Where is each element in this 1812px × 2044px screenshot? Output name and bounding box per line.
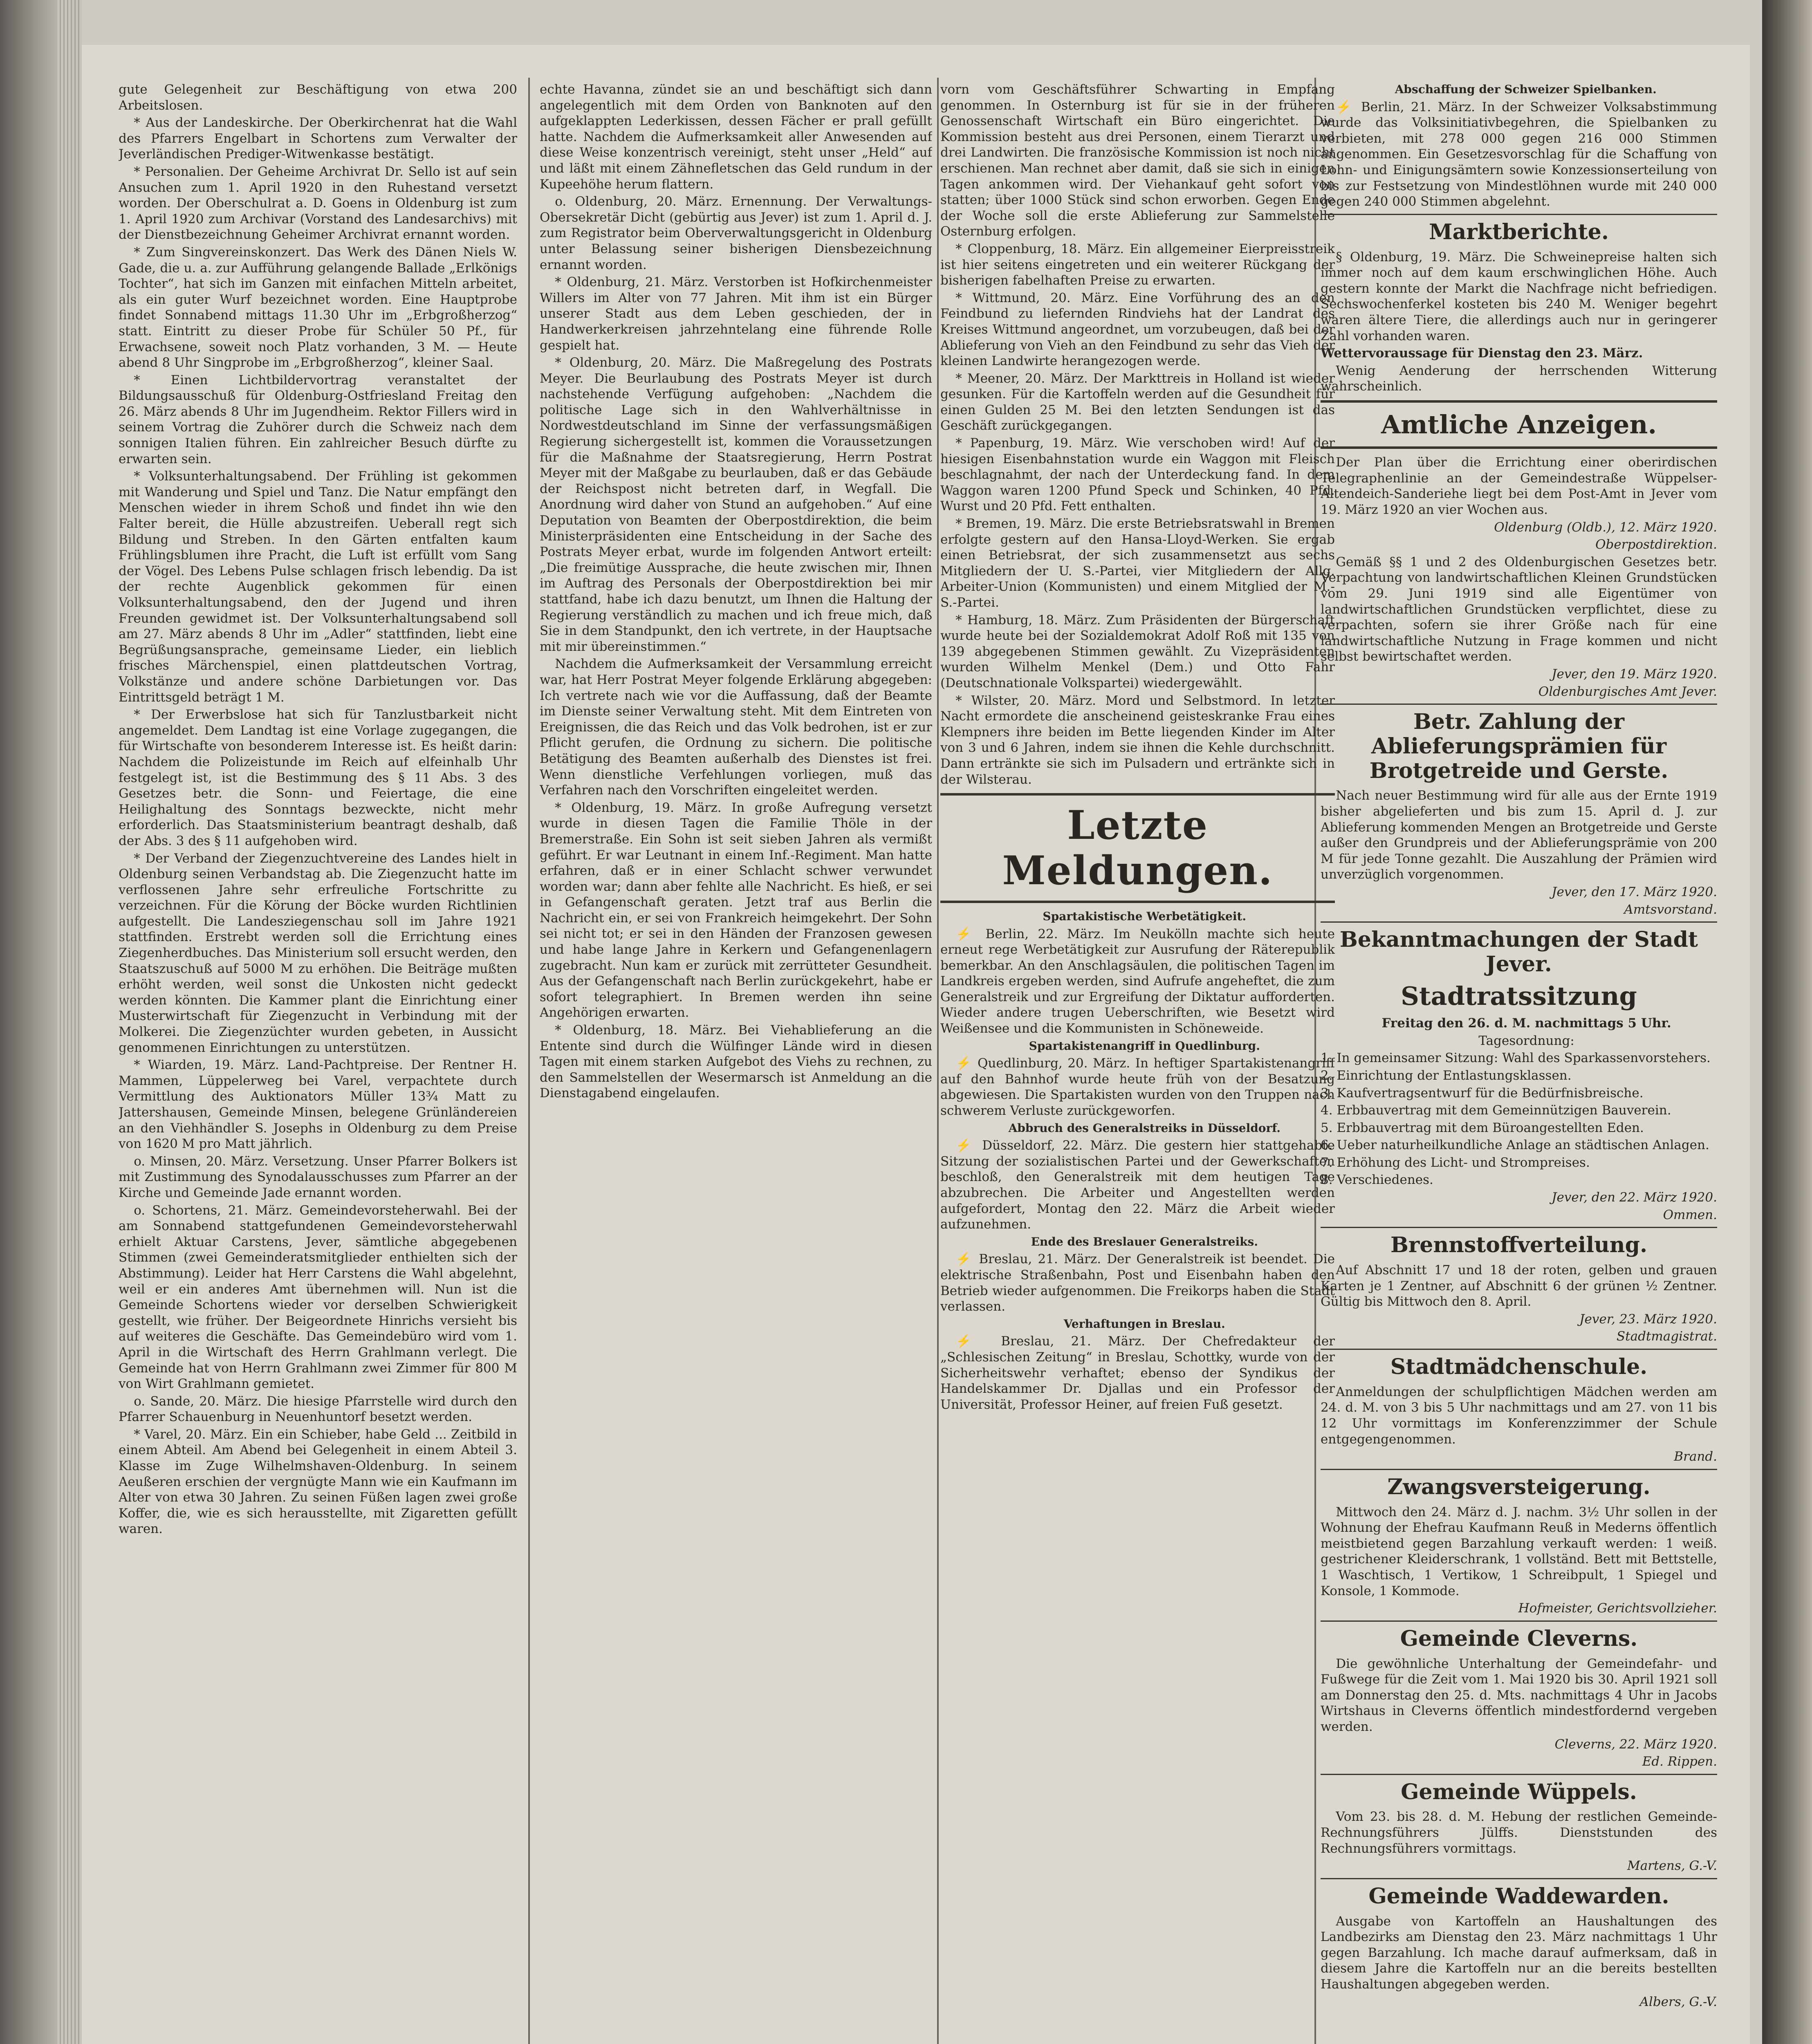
notice-text: Der Plan über die Errichtung einer oberirdischen Telegraphenlinie an der Gemeindestraße Wüppelser-Altendeich-Sanderiehe liegt bei dem Post-Amt in Jever vom 19. März 1920 an vier Wochen aus. (1321, 455, 1717, 517)
article-text: * Oldenburg, 21. März. Verstorben ist Hofkirchenmeister Willers im Alter von 77 Jahren. Mit ihm ist ein Bürger unserer Stadt aus dem Leben geschieden, der in Handwerkerkreisen jahrzehntelang eine führende Rolle gespielt hat. (540, 275, 932, 353)
subheading: Spartakistenangriff in Quedlinburg. (1029, 1039, 1260, 1053)
notice-date: Jever, 23. März 1920. (1579, 1311, 1717, 1327)
article-text: * Personalien. Der Geheime Archivrat Dr. Sello ist auf sein Ansuchen zum 1. April 1920 in den Ruhestand versetzt worden. Der Oberschulrat a. D. Goens in Oldenburg ist zum 1. April 1920 zum Archivar (Vorstand des Landesarchivs) mit der Dienstbezeichnung Geheimer Archivrat ernannt worden. (119, 164, 517, 242)
notice-date: Cleverns, 22. März 1920. (1554, 1737, 1717, 1752)
article-text: * Meener, 20. März. Der Markttreis in Holland ist wieder gesunken. Für die Kartoffeln werden auf die Gesundheit für einen Gulden 25 M. Bei den letzten Sendungen ist das Geschäft zurückgegangen. (940, 371, 1335, 433)
column-rule-2 (937, 78, 939, 2044)
news-item: ⚡ Breslau, 21. März. Der Chefredakteur der „Schlesischen Zeitung“ in Breslau, Schottky, wurde von der Sicherheitswehr verhaftet; ebenso der Syndikus der Handelskammer Dr. Djallas und ein Professor der Universität, Professor Heiner, auf freien Fuß gesetzt. (940, 1334, 1335, 1412)
divider (1321, 1349, 1717, 1350)
section-heading: Gemeinde Wüppels. (1401, 1779, 1637, 1804)
article-text: * Der Verband der Ziegenzuchtvereine des Landes hielt in Oldenburg seinen Verbandstag ab. Die Ziegenzucht hatte im verflossenen Jahre sehr erfreuliche Fortschritte zu verzeichnen. Für die Körung der Böcke wurden Richtlinien aufgestellt. Die Landesziegenschau soll im Jahre 1921 stattfinden. Erstrebt werden soll die Errichtung eines Ziegenherdbuches. Das Ministerium soll ersucht werden, den Staatszuschuß auf 5000 M zu erhöhen. Die Beiträge mußten erhöht werden, weil sonst die Unkosten nicht gedeckt werden könnten. Die Kammer plant die Einrichtung einer Musterwirtschaft für Ziegenzucht in Verbindung mit der Molkerei. Die Ziegenzüchter wurden gebeten, in Aussicht genommenen Einrichtungen zu unterstützen. (119, 851, 517, 1055)
agenda-item: 1. In gemeinsamer Sitzung: Wahl des Sparkassenvorstehers. (1321, 1051, 1711, 1066)
page-stack-edge (57, 0, 82, 2044)
article-text: Nachdem die Aufmerksamkeit der Versammlung erreicht war, hat Herr Postrat Meyer folgende Erklärung abgegeben: Ich vertrete nach wie vor die Auffassung, daß der Beamte im Dienste seiner Verwaltung steht. Mit dem Eintreten von Ereignissen, die das Reich und das Volk bedrohen, ist er zur Pflicht gerufen, die Ordnung zu sichern. Die politische Betätigung des Beamten außerhalb des Dienstes ist frei. Wenn dienstliche Verfehlungen vorliegen, muß das Verfahren nach den Vorschriften eingeleitet werden. (540, 657, 932, 798)
notice-text: Vom 23. bis 28. d. M. Hebung der restlichen Gemeinde-Rechnungsführers Jülffs. Dienststunden des Rechnungsführers vormittags. (1321, 1809, 1717, 1856)
book-spine (0, 0, 57, 2044)
agenda-title: Tagesordnung: (1478, 1033, 1574, 1048)
weather-forecast-title: Wettervoraussage für Dienstag den 23. März. (1321, 346, 1643, 361)
article-text: * Aus der Landeskirche. Der Oberkirchenrat hat die Wahl des Pfarrers Engelbart in Schortens zum Verwalter der Jeverländischen Prediger-Witwenkasse bestätigt. (119, 115, 517, 162)
agenda-item: 3. Kaufvertragsentwurf für die Bedürfnisbreische. (1321, 1085, 1644, 1100)
section-heading: Amtliche Anzeigen. (1381, 409, 1657, 439)
divider (1321, 1774, 1717, 1775)
agenda-item: 7. Erhöhung des Licht- und Strompreises. (1321, 1155, 1590, 1170)
notice-text: Ausgabe von Kartoffeln an Haushaltungen des Landbezirks am Dienstag den 23. März nachmittags 1 Uhr gegen Barzahlung. Ich mache darauf aufmerksam, daß in diesem Jahre die Kartoffeln nur an die bereits bestellten Haushaltungen abgegeben werden. (1321, 1914, 1717, 1992)
divider (1321, 1469, 1717, 1470)
news-item: ⚡ Quedlinburg, 20. März. In heftiger Spartakistenangriff auf den Bahnhof wurde heute früh von der Besatzung abgewiesen. Die Spartakisten wurden von den Truppen nach schwerem Verluste zurückgeworfen. (940, 1056, 1335, 1118)
article-text: * Wiarden, 19. März. Land-Pachtpreise. Der Rentner H. Mammen, Lüppelerweg bei Varel, verpachtete durch Vermittlung des Auktionators Müller 13¾ Matt zu Jattershausen, Gemeinde Minsen, belegene Grünländereien an den Viehhändler S. Josephs in Oldenburg zu dem Preise von 1620 M pro Matt jährlich. (119, 1058, 517, 1152)
section-heading: Betr. Zahlung der Ablieferungsprämien für Brotgetreide und Gerste. (1369, 709, 1668, 783)
news-item: ⚡ Düsseldorf, 22. März. Die gestern hier stattgehabte Sitzung der sozialistischen Partei und der Gewerkschaften beschloß, den Generalstreik mit dem heutigen Tage abzubrechen. Die Arbeiter und Angestellten werden aufgefordert, Montag den 22. März die Arbeit wieder aufzunehmen. (940, 1138, 1335, 1232)
article-text: * Einen Lichtbildervortrag veranstaltet der Bildungsausschuß für Oldenburg-Ostfriesland Freitag den 26. März abends 8 Uhr im Jugendheim. Rektor Fillers wird in seinem Vortrag die Zuhörer durch die Schweiz nach dem sonnigen Italien führen. Ein zahlreicher Besuch dürfte zu erwarten sein. (119, 372, 517, 466)
notice-signature: Brand. (1674, 1449, 1717, 1464)
article-text: echte Havanna, zündet sie an und beschäftigt sich dann angelegentlich mit dem Orden von Banknoten auf den aufgeklappten Lederkissen, dessen Fächer er prall gefüllt hatte. Nachdem die Aufmerksamkeit aller Anwesenden auf diese Weise konzentrisch vereinigt, steht unser „Held“ auf und läßt mit einem Zähnefletschen das Geld rundum in der Kupeehöhe herum flattern. (540, 82, 932, 192)
official-notices-box (1321, 400, 1717, 449)
notice-date: Jever, den 22. März 1920. (1552, 1190, 1717, 1205)
section-heading: Gemeinde Waddewarden. (1368, 1883, 1669, 1909)
article-text: * Bremen, 19. März. Die erste Betriebsratswahl in Bremen erfolgte gestern auf den Hansa-Lloyd-Werken. Sie ergab einen Betriebsrat, der sich zusammensetzt aus sechs Mitgliedern der U. S.-Partei, vier Mitgliedern der Allg. Arbeiter-Union (Kommunisten) und einem Mitglied der M.-S.-Partei. (940, 516, 1335, 610)
section-heading: Gemeinde Cleverns. (1400, 1626, 1638, 1651)
article-text: vorn vom Geschäftsführer Schwarting in Empfang genommen. In Osternburg ist für sie in der früheren Genossenschaft Wirtschaft ein Büro eingerichtet. Die Kommission besteht aus drei Personen, einem Tierarzt und drei Landwirten. Die französische Kommission ist noch nicht erschienen. Man rechnet aber damit, daß sie sich in einigen Tagen ankommen wird. Der Viehankauf geht sofort von statten; über 1000 Stück sind schon erworben. Gegen Ende der Woche soll die erste Ablieferung zur Sammelstelle Osternburg erfolgen. (940, 82, 1335, 239)
column-4 (1321, 82, 1717, 2044)
agenda-item: 5. Erbbauvertrag mit dem Büroangestellten Eden. (1321, 1120, 1644, 1135)
section-heading: Zwangsversteigerung. (1387, 1474, 1651, 1499)
section-heading: Marktberichte. (1429, 219, 1609, 244)
article-text: * Hamburg, 18. März. Zum Präsidenten der Bürgerschaft wurde heute bei der Sozialdemokrat Adolf Roß mit 135 von 139 abgegebenen Stimmen gewählt. Zu Vizepräsidenten wurden Wilhelm Menkel (Dem.) und Otto Fahr (Deutschnationale Volkspartei) wiedergewählt. (940, 612, 1335, 690)
subheading: Spartakistische Werbetätigkeit. (1043, 909, 1247, 923)
subheading: Abschaffung der Schweizer Spielbanken. (1395, 83, 1657, 96)
section-heading: Letzte Meldungen. (1002, 802, 1273, 894)
notice-signature: Oldenburgisches Amt Jever. (1538, 684, 1717, 699)
article-text: o. Minsen, 20. März. Versetzung. Unser Pfarrer Bolkers ist mit Zustimmung des Synodalausschusses zum Pfarrer an der Kirche und Gemeinde Jade ernannt worden. (119, 1154, 517, 1200)
article-text: o. Oldenburg, 20. März. Ernennung. Der Verwaltungs-Obersekretär Dicht (gebürtig aus Jever) ist zum 1. April d. J. zum Registrator beim Oberverwaltungsgericht in Oldenburg unter Belassung seiner bisherigen Diensbezeichnung ernannt worden. (540, 194, 932, 272)
notice-text: Mittwoch den 24. März d. J. nachm. 3½ Uhr sollen in der Wohnung der Ehefrau Kaufmann Reuß in Mederns öffentlich meistbietend gegen Barzahlung verkauft werden: 1 weiß. gestrichener Kleiderschrank, 1 vollständ. Bett mit Bettstelle, 1 Waschtisch, 1 Vertikow, 1 Schreibpult, 1 Spiegel und Konsole, 1 Kommode. (1321, 1504, 1717, 1598)
article-text: * Papenburg, 19. März. Wie verschoben wird! Auf der hiesigen Eisenbahnstation wurde ein Waggon mit Fleisch beschlagnahmt, der nach der Unterdeckung fand. In dem Waggon waren 1200 Pfund Speck und Schinken, 40 Pfd. Wurst und 20 Pfd. Fett enthalten. (940, 436, 1335, 514)
column-3 (940, 82, 1335, 2044)
agenda-item: 2. Einrichtung der Entlastungsklassen. (1321, 1068, 1572, 1083)
news-item: ⚡ Breslau, 21. März. Der Generalstreik ist beendet. Die elektrische Straßenbahn, Post und Eisenbahn haben den Betrieb wieder aufgenommen. Die Freikorps haben die Stadt verlassen. (940, 1252, 1335, 1314)
article-text: o. Sande, 20. März. Die hiesige Pfarrstelle wird durch den Pfarrer Schauenburg in Neuenhuntorf besetzt werden. (119, 1394, 517, 1425)
subheading: Verhaftungen in Breslau. (1063, 1317, 1225, 1331)
weather-forecast-text: Wenig Aenderung der herrschenden Witterung wahrscheinlich. (1321, 363, 1717, 394)
article-text: * Cloppenburg, 18. März. Ein allgemeiner Eierpreisstreik ist hier seitens eingetreten und ein weiterer Rückgang der bisherigen fabelhaften Preise zu erwarten. (940, 241, 1335, 288)
notice-text: Nach neuer Bestimmung wird für alle aus der Ernte 1919 bisher abgelieferten und bis zum 15. April d. J. zur Ablieferung kommenden Mengen an Brotgetreide und Gerste außer den Grundpreis und der Ablieferungsprämie von 200 M für jede Tonne gezahlt. Die Auszahlung der Prämien wird unverzüglich vorgenommen. (1321, 788, 1717, 882)
article-text: * Volksunterhaltungsabend. Der Frühling ist gekommen mit Wanderung und Spiel und Tanz. Die Natur empfängt den Menschen wieder in ihrem Schoß und findet ihn wie den Falter bereit, die Hülle abzustreifen. Ueberall regt sich Bildung und Streben. In den Gärten entfalten kaum Frühlingsblumen ihre Pracht, die Luft ist erfüllt vom Sang der Vögel. Des Lebens Pulse schlagen frisch lebendig. Da ist der rechte Augenblick gekommen für einen Volksunterhaltungsabend, den der Jugend und ihren Freunden gewidmet ist. Der Volksunterhaltungsabend soll am 27. März abends 8 Uhr im „Adler“ stattfinden, liebt eine Begrüßungsansprache, gemeinsame Lieder, ein lieblich frisches Märchenspiel, einen plattdeutschen Vortrag, Volkstänze und andere schöne Darbietungen vor. Das Eintrittsgeld beträgt 1 M. (119, 469, 517, 705)
divider (1321, 1227, 1717, 1228)
news-item: ⚡ Berlin, 22. März. Im Neukölln machte sich heute erneut rege Werbetätigkeit zur Ausrufung der Räterepublik bemerkbar. An den Anschlagsäulen, die politischen Tagen im Landkreis ergeben werden, sind Aufrufe angeheftet, die zum Generalstreik und zur Ergreifung der Diktatur aufforderten. Wieder andere trugen Ueberschriften, wie Besetzt wird Weißensee und die Kommunisten in Schöneweide. (940, 926, 1335, 1036)
divider (1321, 704, 1717, 705)
news-item: ⚡ Berlin, 21. März. In der Schweizer Volksabstimmung wurde das Volksinitiativbegehren, die Spielbanken zu verbieten, mit 278 000 gegen 216 000 Stimmen angenommen. Ein Gesetzesvorschlag für die Schaffung von Lohn- und Einigungsämtern sowie Konzessionserteilung von bis zur Festsetzung von Mindestlöhnen wurde mit 240 000 gegen 240 000 Stimmen abgelehnt. (1321, 99, 1717, 209)
agenda-item: 8. Verschiedenes. (1321, 1172, 1433, 1188)
notice-signature: Martens, G.-V. (1627, 1858, 1717, 1874)
notice-signature: Ommen. (1663, 1207, 1717, 1222)
section-heading: Brennstoffverteilung. (1390, 1233, 1648, 1258)
article-text: * Varel, 20. März. Ein ein Schieber, habe Geld ... Zeitbild in einem Abteil. Am Abend bei Gelegenheit in einem Abteil 3. Klasse im Zuge Wilhelmshaven-Oldenburg. In seinem Aeußeren erschien der vergnügte Mann wie ein Kaufmann im Alter von etwa 30 Jahren. Zu seinen Füßen lagen zwei große Koffer, die, wie es sich herausstellte, mit Zigaretten gefüllt waren. (119, 1427, 517, 1537)
notice-signature: Oberpostdirektion. (1595, 537, 1717, 552)
column-2 (540, 82, 932, 2044)
article-text: * Oldenburg, 19. März. In große Aufregung versetzt wurde in diesen Tagen die Familie Thöle in der Bremerstraße. Ein Sohn ist seit sieben Jahren als vermißt geführt. Er war Leutnant in einem Inf.-Regiment. Man hatte erfahren, daß er in einer Schlacht schwer verwundet worden war; dann aber fehlte alle Nachricht. Es hieß, er sei in Gefangenschaft geraten. Jetzt traf aus Berlin die Nachricht ein, er sei von Frankreich heimgekehrt. Der Sohn sei nicht tot; er sei in den Händen der Franzosen gewesen und habe lange Jahre in Kerkern und Gefangenenlagern zugebracht. Nun kam er zurück mit zerrütteter Gesundheit. Aus der Gefangenschaft nach Berlin zurückgekehrt, habe er sofort telegraphiert. In Bremen werden ihn seine Angehörigen erwarten. (540, 800, 932, 1020)
notice-signature: Albers, G.-V. (1639, 1994, 1717, 2009)
article-text: * Wittmund, 20. März. Eine Vorführung des an den Feindbund zu liefernden Rindviehs hat der Landrat des Kreises Wittmund angeordnet, um vorzubeugen, daß bei der Ablieferung von Vieh an den Feindbund zu sehr das Vieh der kleinen Landwirte herangezogen werde. (940, 290, 1335, 369)
notice-signature: Amtsvorstand. (1624, 902, 1717, 917)
section-heading: Stadtmädchenschule. (1390, 1354, 1648, 1380)
meeting-time: Freitag den 26. d. M. nachmittags 5 Uhr. (1381, 1016, 1671, 1031)
article-text: * Der Erwerbslose hat sich für Tanzlustbarkeit nicht angemeldet. Dem Landtag ist eine Vorlage zugegangen, die für Wirtschafte von besonderem Interesse ist. Es heißt darin: Nachdem die Polizeistunde im Reich auf elfeinhalb Uhr festgelegt ist, ist die Bestimmung des § 11 Abs. 3 des Gesetzes betr. die Sonn- und Feiertage, die eine Heilighaltung des Sonntags bezweckte, nicht mehr erforderlich. Das Staatsministerium beantragt deshalb, daß der Abs. 3 des § 11 aufgehoben wird. (119, 707, 517, 848)
column-rule-1 (528, 78, 530, 2044)
notice-signature: Ed. Rippen. (1642, 1754, 1717, 1769)
notice-date: Jever, den 17. März 1920. (1552, 885, 1717, 900)
divider (1321, 1878, 1717, 1879)
column-1 (119, 82, 517, 2044)
section-heading: Stadtratssitzung (1401, 981, 1637, 1011)
notice-date: Jever, den 19. März 1920. (1552, 666, 1717, 681)
notice-text: Gemäß §§ 1 und 2 des Oldenburgischen Gesetzes betr. Verpachtung von landwirtschaftlichen Kleinen Grundstücken vom 29. Juni 1919 sind alle Eigentümer von landwirtschaftlichen Grundstücken verpflichtet, diese zu verpachten, sofern sie ihrer Größe nach für eine landwirtschaftliche Nutzung in Frage kommen und nicht selbst bewirtschaftet werden. (1321, 554, 1717, 664)
news-item: § Oldenburg, 19. März. Die Schweinepreise halten sich immer noch auf dem kaum erschwinglichen Höhe. Auch gestern konnte der Markt die Nachfrage nicht befriedigen. Sechswochenferkel kosteten bis 240 M. Weniger begehrt waren ältere Tiere, die allerdings auch nur in geringerer Zahl vorhanden waren. (1321, 249, 1717, 343)
subheading: Abbruch des Generalstreiks in Düsseldorf. (1008, 1121, 1281, 1135)
notice-signature: Stadtmagistrat. (1616, 1329, 1717, 1344)
article-text: * Wilster, 20. März. Mord und Selbstmord. In letzter Nacht ermordete die anscheinend geisteskranke Frau eines Klempners ihre beiden im Bette liegenden Kinder im Alter von 3 und 6 Jahren, indem sie ihnen die Kehle durchschnitt. Dann ertränkte sie sich im Pulsadern und ertränkte sich in der Wilsterau. (940, 693, 1335, 787)
agenda-item: 4. Erbbauvertrag mit dem Gemeinnützigen Bauverein. (1321, 1103, 1671, 1118)
subheading: Ende des Breslauer Generalstreiks. (1031, 1235, 1258, 1248)
notice-text: Die gewöhnliche Unterhaltung der Gemeindefahr- und Fußwege für die Zeit vom 1. Mai 1920 bis 30. April 1921 soll am Donnerstag den 25. d. Mts. nachmittags 4 Uhr in Jacobs Wirtshaus in Cleverns öffentlich mindestfordernd vergeben werden. (1321, 1656, 1717, 1734)
agenda-item: 6. Ueber naturheilkundliche Anlage an städtischen Anlagen. (1321, 1138, 1709, 1153)
divider (1321, 921, 1717, 923)
notice-date: Oldenburg (Oldb.), 12. März 1920. (1494, 520, 1717, 535)
notice-signature: Hofmeister, Gerichtsvollzieher. (1518, 1601, 1717, 1616)
notice-text: Anmeldungen der schulpflichtigen Mädchen werden am 24. d. M. von 3 bis 5 Uhr nachmittags und am 27. von 11 bis 12 Uhr vormittags im Konferenzzimmer der Schule entgegengenommen. (1321, 1384, 1717, 1447)
last-news-heading-box (940, 793, 1335, 903)
article-text: gute Gelegenheit zur Beschäftigung von etwa 200 Arbeitslosen. (119, 82, 517, 113)
article-text: * Oldenburg, 18. März. Bei Viehablieferung an die Entente sind durch die Wülfinger Lände wird in diesen Tagen mit einem starken Aufgebot des Viehs zu rechnen, zu den Sammelstellen der Wesermarsch ist Anmeldung an die Dienstagabend eingelaufen. (540, 1023, 932, 1101)
notice-text: Auf Abschnitt 17 und 18 der roten, gelben und grauen Karten je 1 Zentner, auf Abschnitt 6 der grünen ½ Zentner. Gültig bis Mittwoch den 8. April. (1321, 1263, 1717, 1309)
divider (1321, 1620, 1717, 1622)
section-heading: Bekanntmachungen der Stadt Jever. (1339, 927, 1698, 977)
divider (1321, 214, 1717, 215)
facing-page-edge (1762, 0, 1812, 2044)
article-text: * Zum Singvereinskonzert. Das Werk des Dänen Niels W. Gade, die u. a. zur Aufführung gelangende Ballade „Erlkönigs Tochter“, hat sich im Ganzen mit einfachen Mitteln arbeitet, als ein guter Wurf bezeichnet worden. Eine Hauptprobe findet Sonnabend mittags 11.30 Uhr im „Erbgroßherzog“ statt. Eintritt zu dieser Probe für Schüler 50 Pf., für Erwachsene, soweit noch Platz vorhanden, 3 M. — Heute abend 8 Uhr Singprobe im „Erbgroßherzog“, kleiner Saal. (119, 244, 517, 370)
article-text: * Oldenburg, 20. März. Die Maßregelung des Postrats Meyer. Die Beurlaubung des Postrats Meyer ist durch nachstehende Verfügung aufgehoben: „Nachdem die politische Lage sich in den Wahlverhältnisse in Nordwestdeutschland im Sinne der verfassungsmäßigen Regierung sichergestellt ist, kommen die Voraussetzungen für die Maßnahme der Staatsregierung, Herrn Postrat Meyer mit der Maßgabe zu beurlauben, daß er das Gebäude der Reichspost nicht betreten darf, in Wegfall. Die Anordnung wird daher von Stund an aufgehoben.“ Auf eine Deputation von Beamten der Oberpostdirektion, die beim Ministerpräsidenten eine Entscheidung in der Sache des Postrats Meyer erbat, wurde im folgenden Antwort erteilt: „Die freimütige Aussprache, die heute zwischen mir, Ihnen im Auftrag des Personals der Oberpostdirektion bei mir stattfand, habe ich dazu benutzt, um Ihnen die Haltung der Regierung verständlich zu machen und ich freue mich, daß Sie in dem Standpunkt, den ich vertrete, in der Hauptsache mit mir übereinstimmen.“ (540, 355, 932, 654)
article-text: o. Schortens, 21. März. Gemeindevorsteherwahl. Bei der am Sonnabend stattgefundenen Gemeindevorsteherwahl erhielt Aktuar Carstens, Jever, sämtliche abgegebenen Stimmen (zwei Gemeinderatsmitglieder enthielten sich der Abstimmung). Leider hat Herr Carstens die Wahl abgelehnt, weil er ein anderes Amt übernehmen will. Nun ist die Gemeinde Schortens wieder vor derselben Schwierigkeit gestellt, wie früher. Der Beigeordnete Hinrichs versieht bis auf weiteres die Geschäfte. Das Gemeindebüro wird vom 1. April in die Wirtschaft des Herrn Grahlmann verlegt. Die Gemeinde hat von Herrn Grahlmann zwei Zimmer für 800 M von Wirt Grahlmann gemietet. (119, 1203, 517, 1392)
